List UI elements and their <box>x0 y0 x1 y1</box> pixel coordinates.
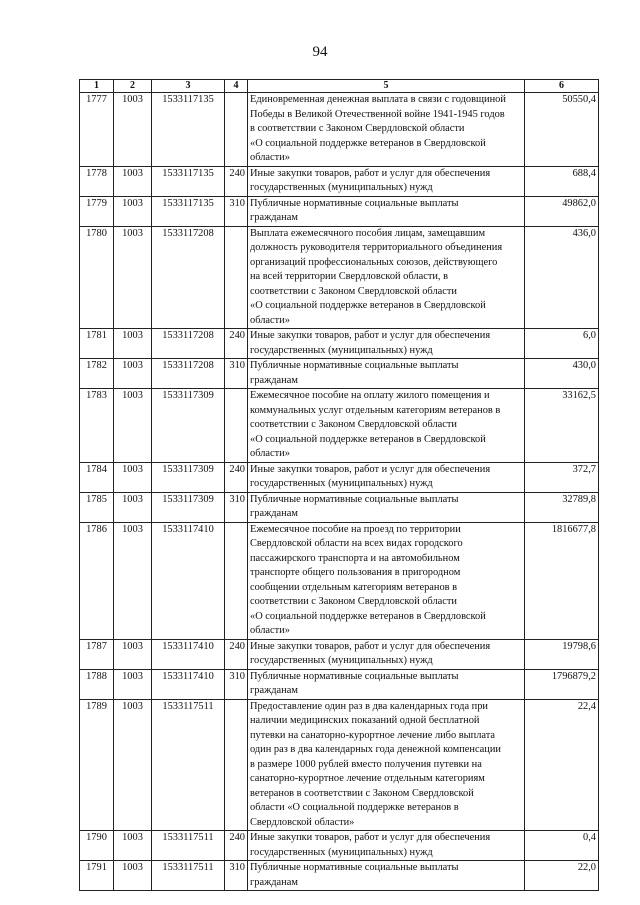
row-amount: 19798,6 <box>525 639 599 669</box>
section-code: 1003 <box>114 669 152 699</box>
row-number: 1782 <box>80 359 114 389</box>
row-amount: 1816677,8 <box>525 522 599 639</box>
header-col-1: 1 <box>80 80 114 93</box>
table-row <box>80 329 599 359</box>
row-description: Публичные нормативные социальные выплаты гражданам <box>248 359 525 389</box>
header-col-5: 5 <box>248 80 525 93</box>
table-row <box>80 492 599 522</box>
row-number: 1786 <box>80 522 114 639</box>
row-amount: 49862,0 <box>525 196 599 226</box>
row-number: 1778 <box>80 166 114 196</box>
header-col-6: 6 <box>525 80 599 93</box>
row-amount: 436,0 <box>525 226 599 329</box>
target-article-code: 1533117511 <box>152 831 225 861</box>
target-article-code: 1533117135 <box>152 196 225 226</box>
table-row <box>80 93 599 167</box>
expense-kind-code: 310 <box>225 359 248 389</box>
section-code: 1003 <box>114 226 152 329</box>
row-description: Публичные нормативные социальные выплаты гражданам <box>248 492 525 522</box>
row-amount: 33162,5 <box>525 389 599 463</box>
section-code: 1003 <box>114 359 152 389</box>
table-row <box>80 861 599 891</box>
target-article-code: 1533117208 <box>152 329 225 359</box>
expense-kind-code <box>225 699 248 831</box>
row-number: 1784 <box>80 462 114 492</box>
target-article-code: 1533117410 <box>152 522 225 639</box>
row-number: 1789 <box>80 699 114 831</box>
page-number: 94 <box>312 44 328 60</box>
row-number: 1785 <box>80 492 114 522</box>
expense-kind-code: 240 <box>225 639 248 669</box>
section-code: 1003 <box>114 389 152 463</box>
row-description: Публичные нормативные социальные выплаты гражданам <box>248 669 525 699</box>
row-description: Ежемесячное пособие на проезд по территории Свердловской области на всех видах городского пассажирского транспорта и на автомобильном транспорте общего пользования в пригородном сообщении отдельным категориям ветеранов в соответствии с Законом Свердловской области «О социальной поддержке ветеранов в Свердловской области» <box>248 522 525 639</box>
row-description: Иные закупки товаров, работ и услуг для обеспечения государственных (муниципальных) нужд <box>248 639 525 669</box>
target-article-code: 1533117208 <box>152 226 225 329</box>
row-description: Публичные нормативные социальные выплаты гражданам <box>248 196 525 226</box>
section-code: 1003 <box>114 861 152 891</box>
table-row <box>80 699 599 831</box>
table-header-row <box>80 80 599 93</box>
section-code: 1003 <box>114 166 152 196</box>
row-amount: 430,0 <box>525 359 599 389</box>
section-code: 1003 <box>114 639 152 669</box>
row-description: Иные закупки товаров, работ и услуг для обеспечения государственных (муниципальных) нужд <box>248 166 525 196</box>
row-number: 1783 <box>80 389 114 463</box>
expense-kind-code: 240 <box>225 831 248 861</box>
target-article-code: 1533117410 <box>152 669 225 699</box>
target-article-code: 1533117135 <box>152 93 225 167</box>
section-code: 1003 <box>114 831 152 861</box>
expense-kind-code: 310 <box>225 861 248 891</box>
row-amount: 688,4 <box>525 166 599 196</box>
row-amount: 32789,8 <box>525 492 599 522</box>
table-row <box>80 462 599 492</box>
row-description: Выплата ежемесячного пособия лицам, замещавшим должность руководителя территориального объединения организаций профессиональных союзов, действующего на всей территории Свердловской области, в соответствии с Законом Свердловской области «О социальной поддержке ветеранов в Свердловской области» <box>248 226 525 329</box>
section-code: 1003 <box>114 196 152 226</box>
section-code: 1003 <box>114 462 152 492</box>
row-amount: 50550,4 <box>525 93 599 167</box>
row-number: 1780 <box>80 226 114 329</box>
header-col-3: 3 <box>152 80 225 93</box>
target-article-code: 1533117511 <box>152 699 225 831</box>
target-article-code: 1533117511 <box>152 861 225 891</box>
section-code: 1003 <box>114 699 152 831</box>
table-row <box>80 389 599 463</box>
row-number: 1790 <box>80 831 114 861</box>
target-article-code: 1533117309 <box>152 462 225 492</box>
table-row <box>80 226 599 329</box>
section-code: 1003 <box>114 522 152 639</box>
budget-table <box>79 79 599 891</box>
table-row <box>80 522 599 639</box>
row-number: 1777 <box>80 93 114 167</box>
target-article-code: 1533117410 <box>152 639 225 669</box>
row-description: Ежемесячное пособие на оплату жилого помещения и коммунальных услуг отдельным категориям ветеранов в соответствии с Законом Свердловской области «О социальной поддержке ветеранов в Свердловской области» <box>248 389 525 463</box>
section-code: 1003 <box>114 329 152 359</box>
target-article-code: 1533117208 <box>152 359 225 389</box>
row-amount: 0,4 <box>525 831 599 861</box>
table-row <box>80 831 599 861</box>
header-col-4: 4 <box>225 80 248 93</box>
expense-kind-code <box>225 226 248 329</box>
row-description: Предоставление один раз в два календарных года при наличии медицинских показаний одной бесплатной путевки на санаторно-курортное лечение либо выплата один раз в два календарных года денежной компенсации в размере 1000 рублей вместо получения путевки на санаторно-курортное лечение отдельным категориям ветеранов в соответствии с Законом Свердловской области «О социальной поддержке ветеранов в Свердловской области» <box>248 699 525 831</box>
expense-kind-code: 310 <box>225 196 248 226</box>
row-number: 1788 <box>80 669 114 699</box>
row-description: Иные закупки товаров, работ и услуг для обеспечения государственных (муниципальных) нужд <box>248 831 525 861</box>
expense-kind-code: 310 <box>225 669 248 699</box>
expense-kind-code: 240 <box>225 166 248 196</box>
table-row <box>80 669 599 699</box>
row-description: Иные закупки товаров, работ и услуг для обеспечения государственных (муниципальных) нужд <box>248 462 525 492</box>
row-description: Публичные нормативные социальные выплаты гражданам <box>248 861 525 891</box>
expense-kind-code <box>225 389 248 463</box>
expense-kind-code <box>225 93 248 167</box>
section-code: 1003 <box>114 93 152 167</box>
target-article-code: 1533117309 <box>152 389 225 463</box>
row-amount: 22,4 <box>525 699 599 831</box>
row-number: 1781 <box>80 329 114 359</box>
row-amount: 372,7 <box>525 462 599 492</box>
expense-kind-code: 240 <box>225 329 248 359</box>
target-article-code: 1533117135 <box>152 166 225 196</box>
table-row <box>80 359 599 389</box>
row-description: Единовременная денежная выплата в связи с годовщиной Победы в Великой Отечественной войне 1941-1945 годов в соответствии с Законом Свердловской области «О социальной поддержке ветеранов в Свердловской области» <box>248 93 525 167</box>
row-amount: 1796879,2 <box>525 669 599 699</box>
row-amount: 6,0 <box>525 329 599 359</box>
table-row <box>80 196 599 226</box>
row-amount: 22,0 <box>525 861 599 891</box>
section-code: 1003 <box>114 492 152 522</box>
row-number: 1779 <box>80 196 114 226</box>
expense-kind-code: 310 <box>225 492 248 522</box>
header-col-2: 2 <box>114 80 152 93</box>
table-row <box>80 166 599 196</box>
row-description: Иные закупки товаров, работ и услуг для обеспечения государственных (муниципальных) нужд <box>248 329 525 359</box>
row-number: 1791 <box>80 861 114 891</box>
expense-kind-code: 240 <box>225 462 248 492</box>
table-body <box>80 93 599 891</box>
expense-kind-code <box>225 522 248 639</box>
row-number: 1787 <box>80 639 114 669</box>
table-row <box>80 639 599 669</box>
target-article-code: 1533117309 <box>152 492 225 522</box>
